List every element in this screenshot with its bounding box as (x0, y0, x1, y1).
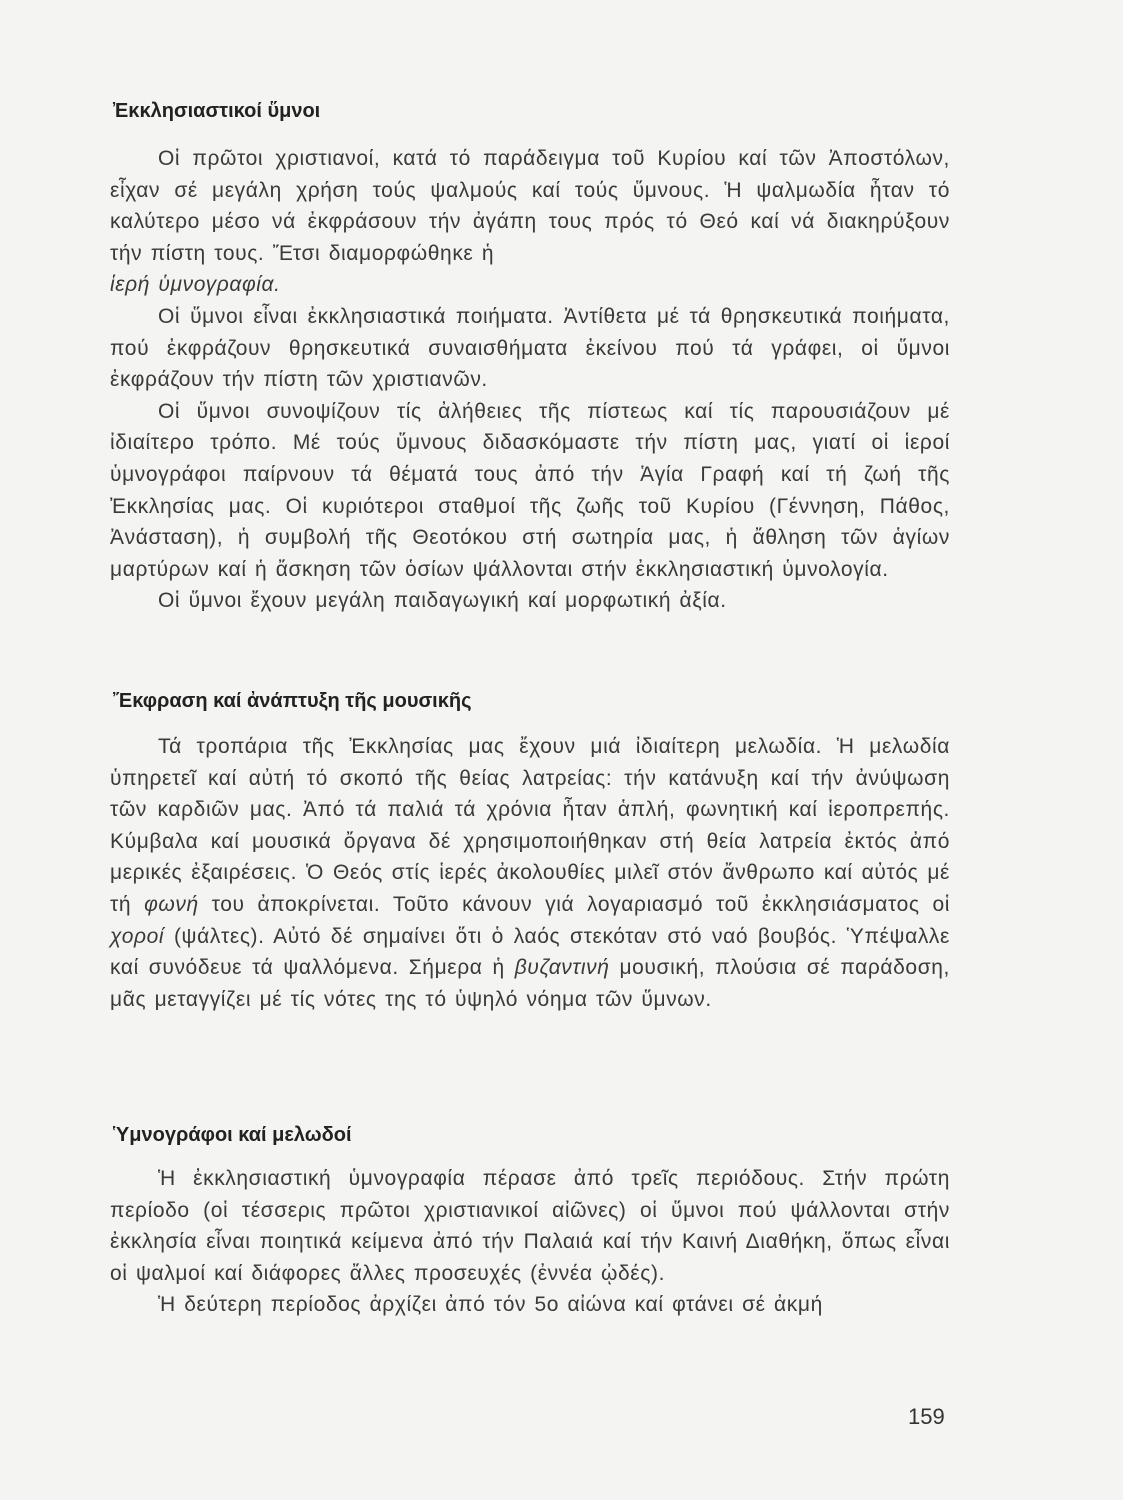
paragraph-text: του ἀποκρίνεται. Τοῦτο κάνουν γιά λογαριασμό τοῦ ἐκκλησιάσματος οἱ (211, 892, 951, 916)
paragraph-text: Οἱ πρῶτοι χριστιανοί, κατά τό παράδειγμα τοῦ Κυρίου καί τῶν Ἀποστόλων, εἶχαν σέ μεγάλη χρήση τούς ψαλμούς καί τούς ὕμνους. Ἡ ψαλμωδία ἦταν τό καλύτερο μέσο νά ἐκφράσουν τήν ἀγάπη τους πρός τό Θεό καί νά διακηρύξουν τήν πίστη τους. Ἔτσι διαμορφώθηκε ἡ (110, 147, 950, 265)
paragraph: Οἱ ὕμνοι συνοψίζουν τίς ἀλήθειες τῆς πίστεως καί τίς παρουσιάζουν μέ ἰδιαίτερο τρόπο. Μέ τούς ὕμνους διδασκόμαστε τήν πίστη μας, γιατί οἱ ἱεροί ὑμνογράφοι παίρνουν τά θέματά τους ἀπό τήν Ἁγία Γραφή καί τή ζωή τῆς Ἐκκλησίας μας. Οἱ κυριότεροι σταθμοί τῆς ζωῆς τοῦ Κυρίου (Γέννηση, Πάθος, Ἀνάσταση), ἡ συμβολή τῆς Θεοτόκου στή σωτηρία μας, ἡ ἄθληση τῶν ἁγίων μαρτύρων καί ἡ ἄσκηση τῶν ὁσίων ψάλλονται στήν ἐκκλησιαστική ὑμνολογία. (110, 399, 950, 581)
paragraph-text: (ψάλτες). Αὐτό δέ σημαίνει ὅτι ὁ λαός στεκόταν στό ναό βουβός. Ὑπέψαλλε καί συνόδευε τά ψαλλόμενα. Σήμερα ἡ (110, 924, 950, 980)
italic-term: φωνή (144, 892, 199, 916)
section-hymnographers (110, 1163, 950, 1321)
paragraph: Ἡ ἐκκλησιαστική ὑμνογραφία πέρασε ἀπό τρεῖς περιόδους. Στήν πρώτη περίοδο (οἱ τέσσερις πρῶτοι χριστιανικοί αἰῶνες) οἱ ὕμνοι πού ψάλλονται στήν ἐκκλησία εἶναι ποιητικά κείμενα ἀπό τήν Παλαιά καί τήν Καινή Διαθήκη, ὅπως εἶναι οἱ ψαλμοί καί διάφορες ἄλλες προσευχές (ἐννέα ᾠδές). (110, 1167, 950, 1285)
section-heading-music: Ἔκφραση καί ἀνάπτυξη τῆς μουσικῆς (113, 690, 472, 712)
page-number: 159 (908, 1404, 945, 1429)
section-heading-hymns: Ἐκκλησιαστικοί ὕμνοι (113, 100, 321, 122)
section-heading-hymnographers: Ὑμνογράφοι καί μελωδοί (113, 1124, 352, 1146)
paragraph-text: Τά τροπάρια τῆς Ἐκκλησίας μας ἔχουν μιά ἰδιαίτερη μελωδία. Ἡ μελωδία ὑπηρετεῖ καί αὐτή τό σκοπό τῆς θείας λατρείας: τήν κατάνυξη καί τήν ἀνύψωση τῶν καρδιῶν μας. Ἀπό τά παλιά τά χρόνια ἦταν ἁπλή, φωνητική καί ἱεροπρεπής. Κύμβαλα καί μουσικά ὄργανα δέ χρησιμοποιήθηκαν στή θεία λατρεία ἐκτός ἀπό μερικές ἐξαιρέσεις. Ὁ Θεός στίς ἱερές ἀκολουθίες μιλεῖ στόν ἄνθρωπο καί αὐτός μέ τή (110, 735, 950, 916)
section-hymns (110, 143, 950, 617)
paragraph-text: μουσική, πλούσια σέ παράδοση, μᾶς μεταγγίζει μέ τίς νότες της τό ὑψηλό νόημα τῶν ὕμνων. (110, 956, 950, 1011)
italic-term: χοροί (110, 924, 165, 948)
paragraph: Οἱ ὕμνοι ἔχουν μεγάλη παιδαγωγική καί μορφωτική ἀξία. (158, 589, 727, 613)
paragraph (110, 731, 950, 1015)
italic-term: ἱερή ὑμνογραφία. (110, 273, 281, 297)
paragraph: Ἡ δεύτερη περίοδος ἀρχίζει ἀπό τόν 5ο αἰώνα καί φτάνει σέ ἀκμή (158, 1293, 823, 1317)
paragraph: Οἱ ὕμνοι εἶναι ἐκκλησιαστικά ποιήματα. Ἀντίθετα μέ τά θρησκευτικά ποιήματα, πού ἐκφράζουν θρησκευτικά συναισθήματα ἐκείνου πού τά γράφει, οἱ ὕμνοι ἐκφράζουν τήν πίστη τῶν χριστιανῶν. (110, 304, 950, 392)
italic-term: βυζαντινή (514, 956, 610, 980)
paragraph (110, 143, 950, 301)
section-music (110, 731, 950, 1015)
